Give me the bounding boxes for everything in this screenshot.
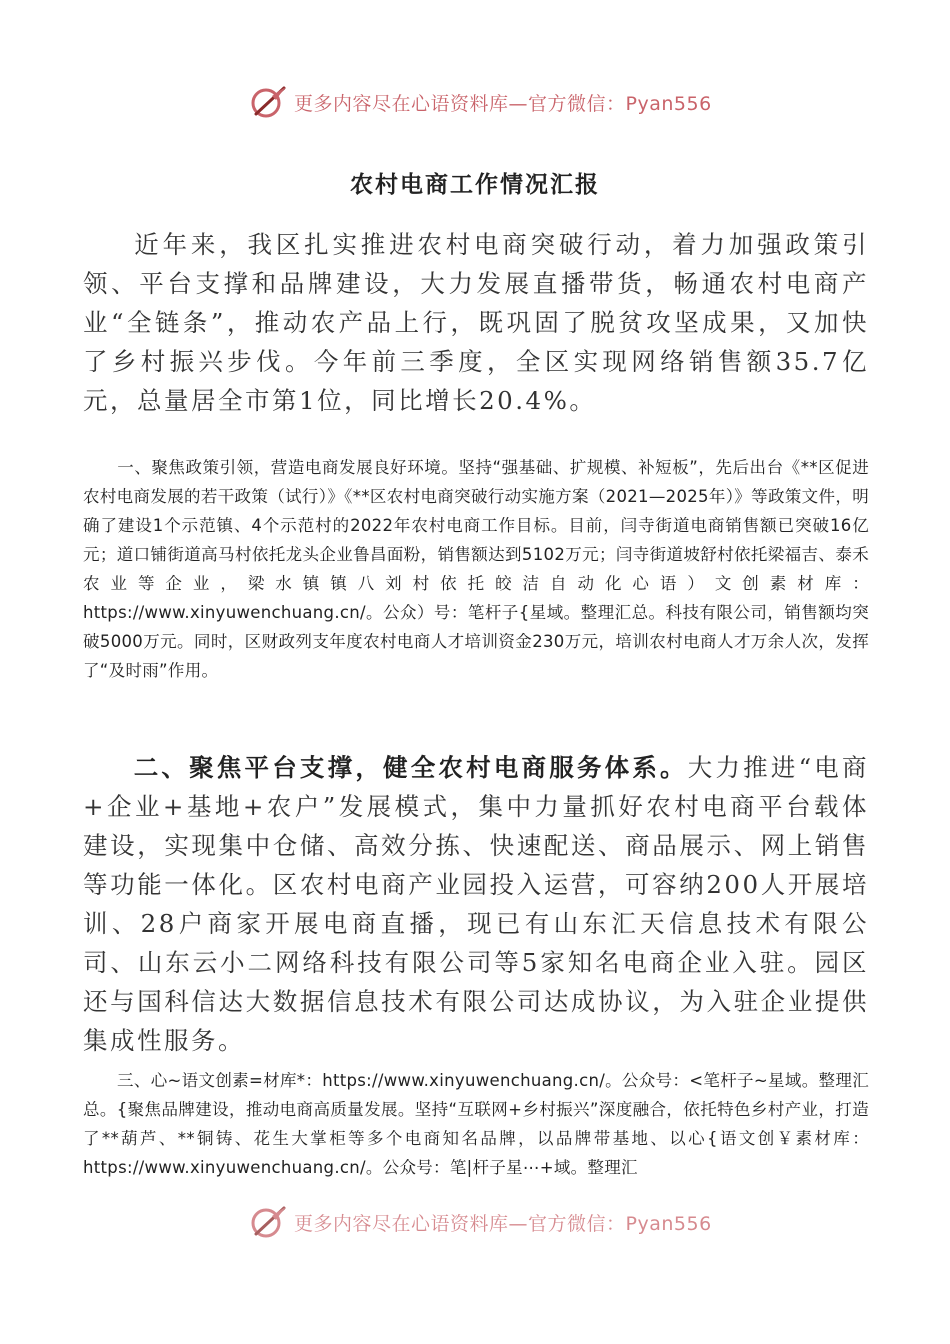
watermark-banner-bottom xyxy=(250,1204,712,1240)
watermark-banner-top xyxy=(250,84,712,120)
watermark-text: 更多内容尽在心语资料库—官方微信：Pyan556 xyxy=(294,1212,712,1235)
watermark-text: 更多内容尽在心语资料库—官方微信：Pyan556 xyxy=(294,92,712,115)
section-2-text: 大力推进“电商+企业+基地+农户”发展模式，集中力量抓好农村电商平台载体建设，实现集中仓储、高效分拣、快速配送、商品展示、网上销售等功能一体化。区农村电商产业园投入运营，可容纳200人开展培训、28户商家开展电商直播，现已有山东汇天信息技术有限公司、山东云小二网络科技有限公司等5家知名电商企业入驻。园区还与国科信达大数据信息技术有限公司达成协议，为入驻企业提供集成性服务。 xyxy=(83,753,870,1055)
quill-circle-logo-icon xyxy=(250,84,290,120)
section-2-paragraph xyxy=(83,748,869,1060)
quill-circle-logo-icon xyxy=(250,1204,290,1240)
section-1-paragraph xyxy=(83,453,869,685)
section-3-paragraph xyxy=(83,1066,869,1182)
section-2-heading: 二、聚焦平台支撑，健全农村电商服务体系。 xyxy=(133,753,688,782)
page-title: 农村电商工作情况汇报 xyxy=(350,171,600,198)
section-1-text: 一、聚焦政策引领，营造电商发展良好环境。坚持“强基础、扩规模、补短板”，先后出台《**区促进农村电商发展的若干政策（试行）》《**区农村电商突破行动实施方案（2021—2025年）》等政策文件，明确了建设1个示范镇、4个示范村的2022年农村电商工作目标。目前，闫寺街道电商销售额已突破16亿元；道口铺街道高马村依托龙头企业鲁昌面粉，销售额达到5102万元；闫寺街道坡舒村依托梁福吉、泰禾农业等企业，梁水镇镇八刘村依托皎洁自动化心语）文创素材库：https://www.xinyuwenchuang.cn/。公众）号：笔杆子{星域。整理汇总。科技有限公司，销售额均突破5000万元。同时，区财政列支年度农村电商人才培训资金230万元，培训农村电商人才万余人次，发挥了“及时雨”作用。 xyxy=(83,458,869,680)
intro-text: 近年来，我区扎实推进农村电商突破行动，着力加强政策引领、平台支撑和品牌建设，大力发展直播带货，畅通农村电商产业“全链条”，推动农产品上行，既巩固了脱贫攻坚成果，又加快了乡村振兴步伐。今年前三季度，全区实现网络销售额35.7亿元，总量居全市第1位，同比增长20.4%。 xyxy=(83,230,869,415)
section-3-text: 三、心~语文创素=材库*：https://www.xinyuwenchuang.cn/。公众号：<笔杆子~星域。整理汇总。{聚焦品牌建设，推动电商高质量发展。坚持“互联网+乡村振兴”深度融合，依托特色乡村产业，打造了**葫芦、**铜铸、花生大掌柜等多个电商知名品牌，以品牌带基地、以心{语文创￥素材库：https://www.xinyuwenchuang.cn/。公众号：笔|杆子星⋯+域。整理汇 xyxy=(83,1071,869,1177)
intro-paragraph xyxy=(83,225,869,420)
